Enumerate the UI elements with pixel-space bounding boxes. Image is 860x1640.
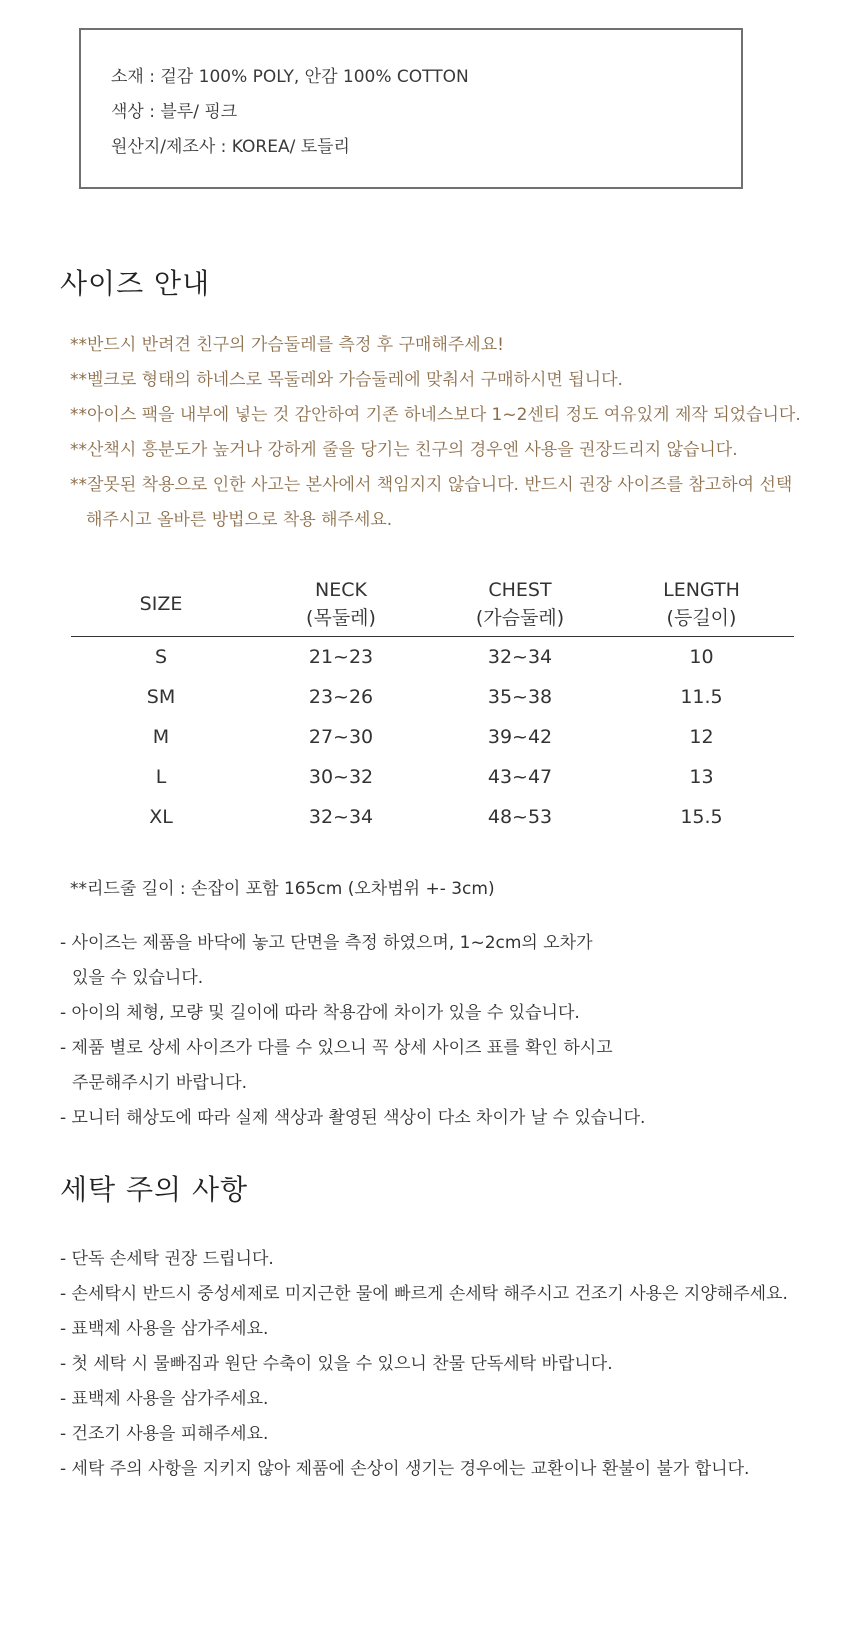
size-description: 있을 수 있습니다. (72, 968, 204, 988)
size-notice: **잘못된 착용으로 인한 사고는 본사에서 책임지지 않습니다. 반드시 권장 사이즈를 참고하여 선택 (70, 475, 793, 495)
material-info: 소재 : 겉감 100% POLY, 안감 100% COTTON (111, 67, 469, 87)
washing-item: - 단독 손세탁 권장 드립니다. (60, 1249, 274, 1269)
length-cell: 15.5 (680, 806, 723, 828)
length-cell: 11.5 (680, 686, 723, 708)
table-row (71, 797, 794, 837)
neck-cell: 21~23 (308, 646, 374, 668)
chest-cell: 32~34 (487, 646, 553, 668)
chest-cell: 39~42 (487, 726, 553, 748)
size-cell: SM (146, 686, 176, 708)
size-guide-title: 사이즈 안내 (60, 267, 211, 300)
size-description: - 제품 별로 상세 사이즈가 다를 수 있으니 꼭 상세 사이즈 표를 확인 하시고 (60, 1038, 613, 1058)
washing-item: - 건조기 사용을 피해주세요. (60, 1424, 269, 1444)
length-cell: 13 (689, 766, 714, 788)
size-description: - 사이즈는 제품을 바닥에 놓고 단면을 측정 하였으며, 1~2cm의 오차가 (60, 933, 593, 953)
color-info: 색상 : 블루/ 핑크 (111, 102, 238, 122)
size-notice-list (70, 328, 845, 538)
size-cell: L (155, 766, 167, 788)
table-row (71, 717, 794, 757)
product-info-box (79, 28, 743, 189)
washing-item: - 손세탁시 반드시 중성세제로 미지근한 물에 빠르게 손세탁 해주시고 건조기 사용은 지양해주세요. (60, 1284, 788, 1304)
size-cell: M (152, 726, 170, 748)
length-cell: 12 (689, 726, 714, 748)
neck-cell: 23~26 (308, 686, 374, 708)
neck-column-header: NECK (목둘레) (251, 576, 431, 637)
size-table-header-row (71, 576, 794, 637)
size-notice: 해주시고 올바른 방법으로 착용 해주세요. (86, 510, 393, 530)
neck-cell: 32~34 (308, 806, 374, 828)
washing-item: - 첫 세탁 시 물빠짐과 원단 수축이 있을 수 있으니 찬물 단독세탁 바랍니다. (60, 1354, 613, 1374)
washing-item: - 표백제 사용을 삼가주세요. (60, 1319, 269, 1339)
length-column-header: LENGTH (등길이) (609, 576, 794, 637)
size-cell: XL (149, 806, 173, 828)
chest-column-header: CHEST (가슴둘레) (431, 576, 609, 637)
washing-item: - 세탁 주의 사항을 지키지 않아 제품에 손상이 생기는 경우에는 교환이나 환불이 불가 합니다. (60, 1459, 750, 1479)
washing-list (60, 1242, 850, 1487)
size-description-list (60, 926, 840, 1136)
size-description: - 아이의 체형, 모량 및 길이에 따라 착용감에 차이가 있을 수 있습니다. (60, 1003, 580, 1023)
size-table (71, 576, 794, 837)
size-description: - 모니터 해상도에 따라 실제 색상과 촬영된 색상이 다소 차이가 날 수 있습니다. (60, 1108, 646, 1128)
size-notice: **벨크로 형태의 하네스로 목둘레와 가슴둘레에 맞춰서 구매하시면 됩니다. (70, 370, 623, 390)
origin-info: 원산지/제조사 : KOREA/ 토들리 (111, 137, 350, 157)
chest-cell: 35~38 (487, 686, 553, 708)
size-notice: **반드시 반려견 친구의 가슴둘레를 측정 후 구매해주세요! (70, 335, 504, 355)
washing-item: - 표백제 사용을 삼가주세요. (60, 1389, 269, 1409)
table-row (71, 677, 794, 717)
size-description: 주문해주시기 바랍니다. (72, 1073, 248, 1093)
neck-cell: 27~30 (308, 726, 374, 748)
length-cell: 10 (689, 646, 714, 668)
size-column-header: SIZE (71, 576, 251, 637)
washing-title: 세탁 주의 사항 (60, 1173, 249, 1206)
table-row (71, 637, 794, 678)
table-row (71, 757, 794, 797)
chest-cell: 43~47 (487, 766, 553, 788)
chest-cell: 48~53 (487, 806, 553, 828)
size-cell: S (154, 646, 168, 668)
size-notice: **산책시 흥분도가 높거나 강하게 줄을 당기는 친구의 경우엔 사용을 권장드리지 않습니다. (70, 440, 738, 460)
leash-length-note: **리드줄 길이 : 손잡이 포함 165cm (오차범위 +- 3cm) (70, 879, 495, 899)
neck-cell: 30~32 (308, 766, 374, 788)
size-notice: **아이스 팩을 내부에 넣는 것 감안하여 기존 하네스보다 1~2센티 정도 여유있게 제작 되었습니다. (70, 405, 801, 425)
